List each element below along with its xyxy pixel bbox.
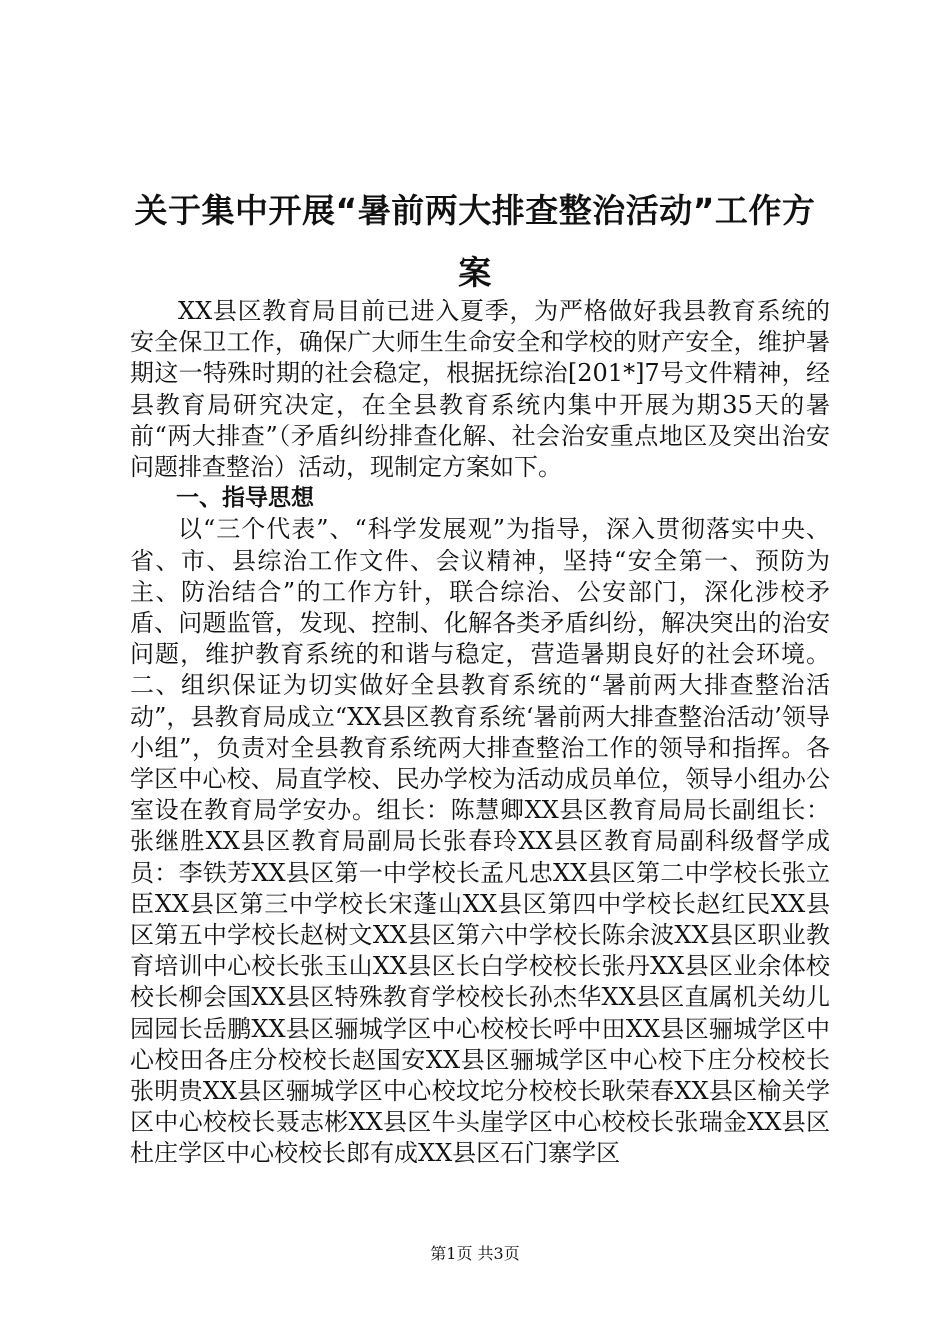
- page-total: 共3页: [477, 1244, 520, 1263]
- page-number: 第1页: [430, 1244, 473, 1263]
- page-footer: [0, 1244, 950, 1264]
- intro-paragraph: XX县区教育局目前已进入夏季，为严格做好我县教育系统的安全保卫工作，确保广大师生生命安全和学校的财产安全，维护暑期这一特殊时期的社会稳定，根据抚综治[201*]7号文件精神，经县教育局研究决定，在全县教育系统内集中开展为期35天的暑前“两大排查”（矛盾纠纷排查化解、社会治安重点地区及突出治安问题排查整治）活动，现制定方案如下。: [130, 297, 830, 482]
- section-heading-guiding-thought: 一、指导思想: [176, 485, 314, 512]
- guiding-thought-paragraph: 以“三个代表”、“科学发展观”为指导，深入贯彻落实中央、省、市、县综治工作文件、会议精神，坚持“安全第一、预防为主、防治结合”的工作方针，联合综治、公安部门，深化涉校矛盾、问题监管，发现、控制、化解各类矛盾纠纷，解决突出的治安问题，维护教育系统的和谐与稳定，营造暑期良好的社会环境。二、组织保证为切实做好全县教育系统的“暑前两大排查整治活动”，县教育局成立“XX县区教育系统‘暑前两大排查整治活动’领导小组”，负责对全县教育系统两大排查整治工作的领导和指挥。各学区中心校、局直学校、民办学校为活动成员单位，领导小组办公室设在教育局学安办。组长：陈慧卿XX县区教育局局长副组长：张继胜XX县区教育局副局长张春玲XX县区教育局副科级督学成员：李铁芳XX县区第一中学校长孟凡忠XX县区第二中学校长张立臣XX县区第三中学校长宋蓬山XX县区第四中学校长赵红民XX县区第五中学校长赵树文XX县区第六中学校长陈余波XX县区职业教育培训中心校长张玉山XX县区长白学校校长张丹XX县区业余体校校长柳会国XX县区特殊教育学校校长孙杰华XX县区直属机关幼儿园园长岳鹏XX县区骊城学区中心校校长呼中田XX县区骊城学区中心校田各庄分校校长赵国安XX县区骊城学区中心校下庄分校校长张明贵XX县区骊城学区中心校坟坨分校校长耿荣春XX县区榆关学区中心校校长聂志彬XX县区牛头崖学区中心校校长张瑞金XX县区杜庄学区中心校校长郎有成XX县区石门寨学区: [130, 515, 830, 1168]
- document-title: 关于集中开展“暑前两大排查整治活动”工作方案: [134, 191, 816, 292]
- document-body: [130, 296, 830, 1170]
